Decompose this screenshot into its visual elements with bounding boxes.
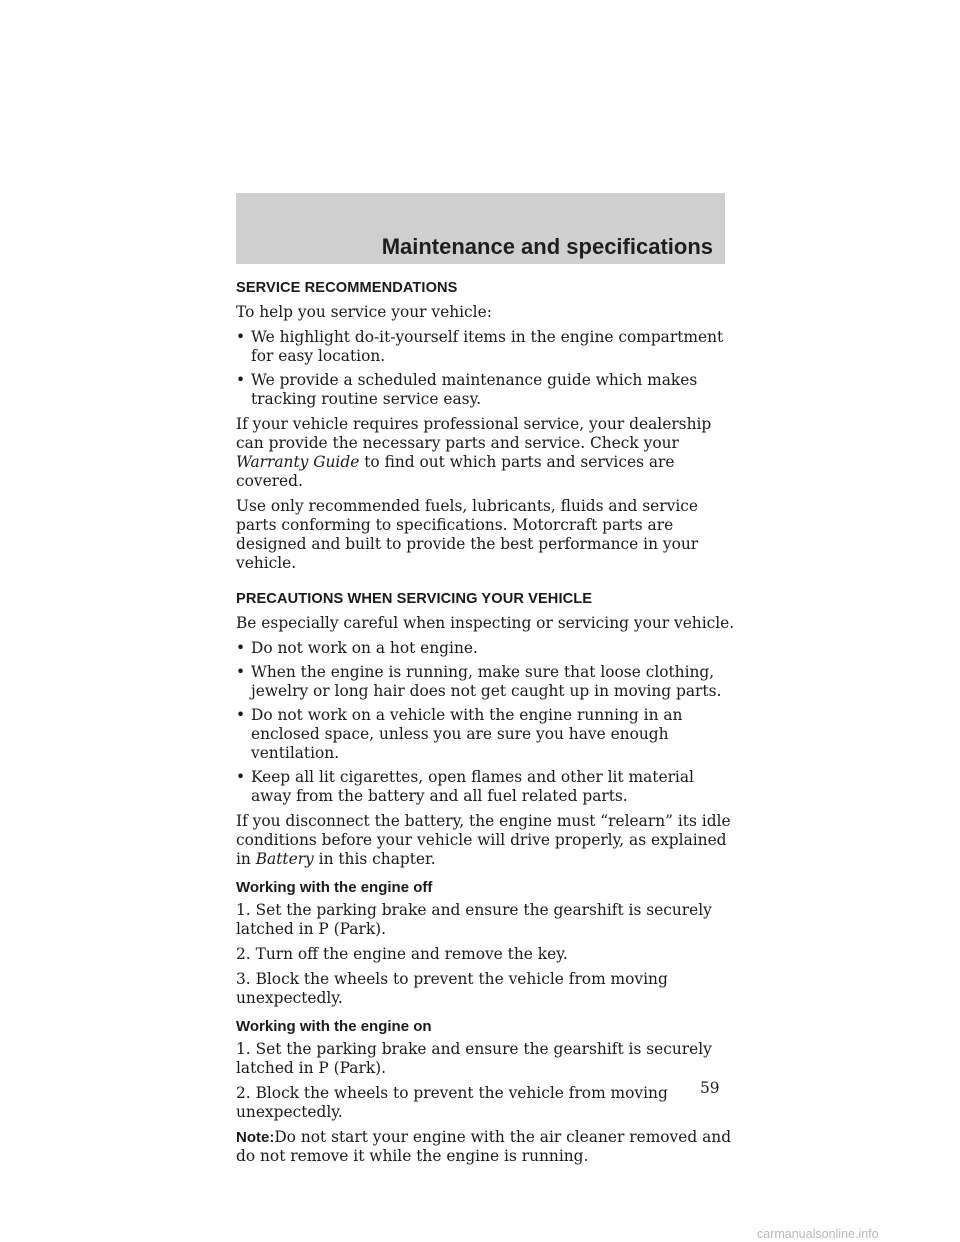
engine-off-step: 2. Turn off the engine and remove the key.	[236, 945, 568, 963]
list-item: • When the engine is running, make sure that loose clothing, jewelry or long hair does not get caught up in moving parts.	[236, 663, 722, 700]
service-intro: To help you service your vehicle:	[236, 303, 492, 321]
watermark-text: carmanualsonline.info	[757, 1227, 879, 1241]
service-paragraph-professional: If your vehicle requires professional service, your dealership can provide the necessary parts and service. Check your Warranty Guide to find out which parts and services are covered.	[236, 415, 712, 490]
bullet-icon: •	[236, 706, 246, 724]
service-paragraph-parts: Use only recommended fuels, lubricants, fluids and service parts conforming to specifications. Motorcraft parts are designed and built to provide the best performance in your vehicle.	[236, 497, 699, 572]
bullet-icon: •	[236, 768, 246, 786]
precautions-intro: Be especially careful when inspecting or servicing your vehicle.	[236, 614, 735, 632]
bullet-icon: •	[236, 328, 246, 346]
list-item: • We provide a scheduled maintenance guide which makes tracking routine service easy.	[236, 371, 698, 408]
heading-engine-off: Working with the engine off	[236, 879, 433, 896]
list-item: • Keep all lit cigarettes, open flames and other lit material away from the battery and all fuel related parts.	[236, 768, 694, 805]
note-label: Note:	[236, 1129, 275, 1146]
bullet-icon: •	[236, 639, 246, 657]
section-title: Maintenance and specifications	[381, 234, 713, 259]
heading-service-recommendations: SERVICE RECOMMENDATIONS	[236, 280, 458, 296]
warranty-guide-reference: Warranty Guide	[236, 453, 360, 471]
engine-off-step: 1. Set the parking brake and ensure the gearshift is securely latched in P (Park).	[236, 901, 712, 938]
page-content	[236, 279, 736, 1172]
service-bullet-list	[236, 328, 736, 409]
battery-relearn-paragraph: If you disconnect the battery, the engine must “relearn” its idle conditions before your vehicle will drive properly, as explained in Battery in this chapter.	[236, 812, 731, 868]
heading-precautions: PRECAUTIONS WHEN SERVICING YOUR VEHICLE	[236, 591, 593, 607]
engine-on-step: 2. Block the wheels to prevent the vehicle from moving unexpectedly.	[236, 1084, 668, 1121]
bullet-icon: •	[236, 663, 246, 681]
battery-reference: Battery	[255, 850, 314, 868]
page-number: 59	[700, 1079, 720, 1097]
section-header-band	[236, 193, 725, 264]
engine-on-step: 1. Set the parking brake and ensure the gearshift is securely latched in P (Park).	[236, 1040, 712, 1077]
engine-on-note: Note:Do not start your engine with the air cleaner removed and do not remove it while the engine is running.	[236, 1128, 732, 1165]
list-item: • We highlight do-it-yourself items in the engine compartment for easy location.	[236, 328, 724, 365]
engine-off-step: 3. Block the wheels to prevent the vehicle from moving unexpectedly.	[236, 970, 668, 1007]
bullet-icon: •	[236, 371, 246, 389]
precautions-bullet-list	[236, 639, 736, 806]
list-item: • Do not work on a vehicle with the engine running in an enclosed space, unless you are sure you have enough ventilation.	[236, 706, 683, 762]
list-item: • Do not work on a hot engine.	[236, 639, 478, 657]
heading-engine-on: Working with the engine on	[236, 1018, 432, 1035]
